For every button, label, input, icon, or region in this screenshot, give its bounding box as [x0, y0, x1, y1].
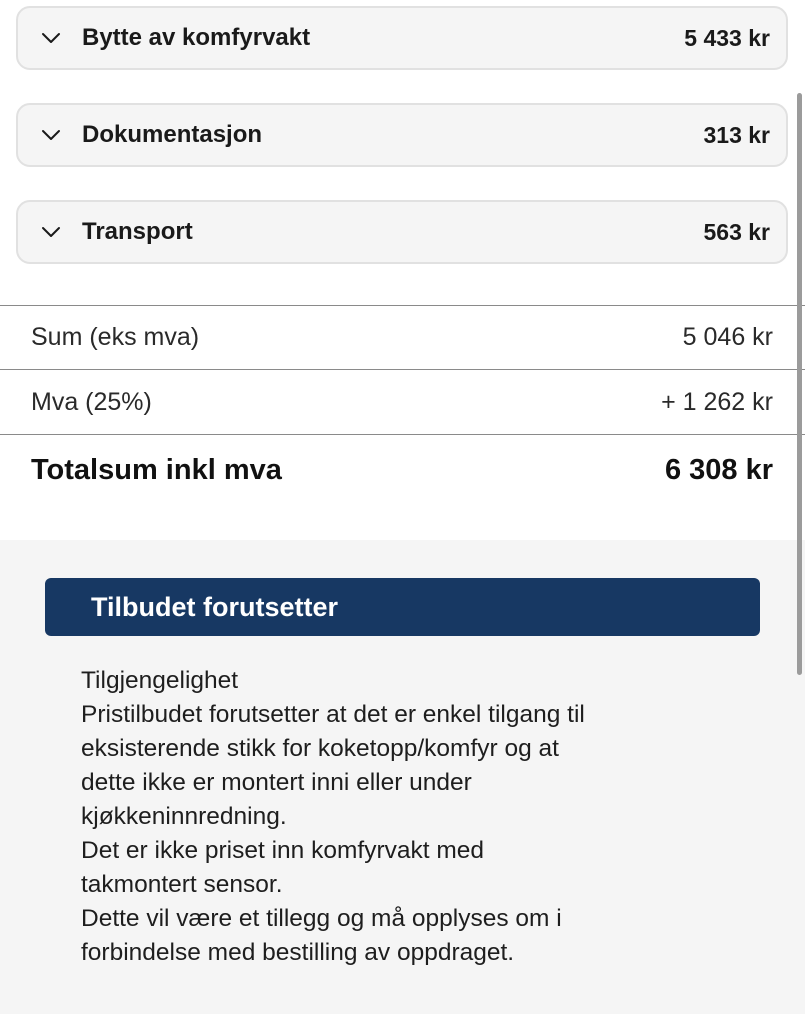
conditions-section	[0, 540, 805, 1014]
summary-row-total	[0, 434, 805, 506]
chevron-down-icon	[40, 221, 62, 243]
conditions-line: dette ikke er montert inni eller under	[81, 769, 472, 796]
mva-label: Mva (25%)	[31, 387, 152, 416]
accordion-price: 5 433 kr	[684, 24, 770, 51]
accordion-bytte-av-komfyrvakt[interactable]	[16, 6, 788, 70]
conditions-line: kjøkkeninnredning.	[81, 803, 287, 830]
chevron-down-icon	[40, 124, 62, 146]
conditions-line: Det er ikke priset inn komfyrvakt med	[81, 837, 485, 864]
accordion-price: 313 kr	[703, 121, 770, 148]
chevron-down-icon	[40, 27, 62, 49]
conditions-line: takmontert sensor.	[81, 871, 283, 898]
conditions-line: eksisterende stikk for koketopp/komfyr og at	[81, 735, 559, 762]
mva-value: + 1 262 kr	[661, 387, 773, 416]
sum-value: 5 046 kr	[682, 323, 773, 351]
accordion-dokumentasjon[interactable]	[16, 103, 788, 167]
accordion-title: Bytte av komfyrvakt	[82, 24, 311, 51]
total-value: 6 308 kr	[664, 454, 773, 486]
accordion-title: Dokumentasjon	[82, 121, 263, 148]
conditions-line: Dette vil være et tillegg og må opplyses om i	[81, 905, 562, 932]
summary-row-sum	[0, 305, 805, 369]
accordion-title: Transport	[82, 218, 193, 245]
conditions-line: Tilgjengelighet	[81, 667, 239, 694]
total-label: Totalsum inkl mva	[31, 454, 282, 486]
accordion-transport[interactable]	[16, 200, 788, 264]
sum-label: Sum (eks mva)	[31, 323, 200, 351]
conditions-banner	[45, 578, 760, 636]
conditions-text	[81, 664, 681, 970]
accordion-price: 563 kr	[703, 218, 770, 245]
conditions-line: forbindelse med bestilling av oppdraget.	[81, 939, 515, 966]
summary-row-mva	[0, 369, 805, 434]
conditions-heading: Tilbudet forutsetter	[91, 591, 339, 622]
scrollbar[interactable]	[797, 93, 802, 675]
conditions-line: Pristilbudet forutsetter at det er enkel tilgang til	[81, 701, 585, 728]
